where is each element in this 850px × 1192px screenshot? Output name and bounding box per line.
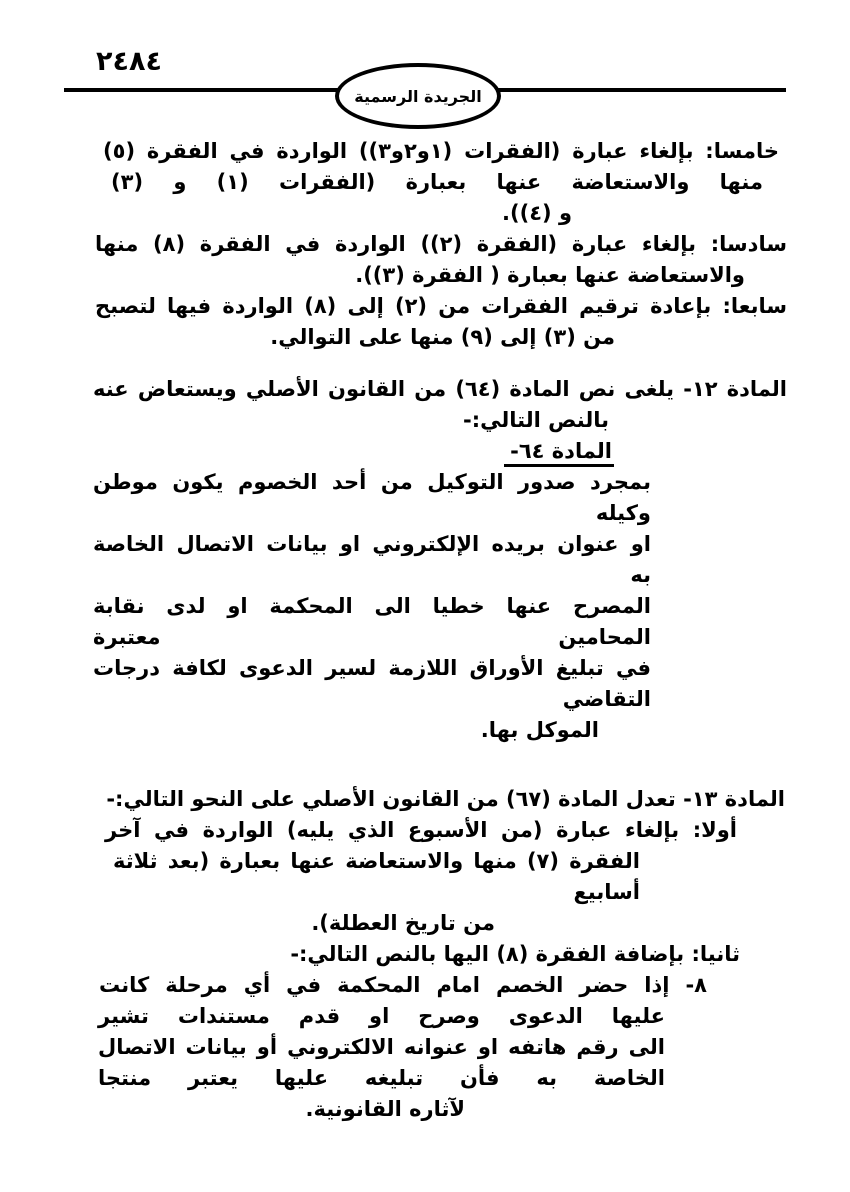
article-13-block	[93, 784, 787, 1125]
article-heading-line: المادة ١٢- يلغى نص المادة (٦٤) من القانون الأصلي ويستعاض عنه	[93, 377, 787, 401]
text-line: من (٣) إلى (٩) منها على التوالي.	[270, 325, 615, 349]
text-line: الخاصة به فأن تبليغه عليها يعتبر منتجا	[98, 1066, 665, 1090]
document-body	[93, 136, 787, 1125]
text-line: لآثاره القانونية.	[305, 1097, 465, 1121]
clauses-block	[93, 136, 787, 353]
text-line: بمجرد صدور التوكيل من أحد الخصوم يكون موطن وكيله	[93, 470, 651, 525]
text-line: سادسا: بإلغاء عبارة (الفقرة (٢)) الواردة في الفقرة (٨) منها	[95, 232, 787, 256]
gazette-badge	[335, 63, 501, 129]
text-line: منها والاستعاضة عنها بعبارة (الفقرات (١) و (٣)	[111, 170, 763, 194]
text-line: المصرح عنها خطيا الى المحكمة او لدى نقابة المحامين معتبرة	[93, 594, 651, 649]
text-line: الموكل بها.	[480, 718, 599, 742]
gazette-badge-label: الجريدة الرسمية	[354, 86, 482, 106]
text-line: الفقرة (٧) منها والاستعاضة عنها بعبارة (بعد ثلاثة أسابيع	[113, 849, 640, 904]
text-line: عليها الدعوى وصرح او قدم مستندات تشير	[98, 1004, 665, 1028]
underlined-article-title	[93, 436, 787, 467]
text-line: الى رقم هاتفه او عنوانه الالكتروني أو بيانات الاتصال	[98, 1035, 665, 1059]
article-64-title: المادة ٦٤-	[504, 439, 614, 467]
text-line: ثانيا: بإضافة الفقرة (٨) اليها بالنص التالي:-	[290, 942, 740, 966]
text-line: و (٤)).	[502, 201, 572, 225]
text-line: سابعا: بإعادة ترقيم الفقرات من (٢) إلى (٨) الواردة فيها لتصبح	[95, 294, 788, 318]
text-line: خامسا: بإلغاء عبارة (الفقرات (١و٢و٣)) الواردة في الفقرة (٥)	[103, 139, 779, 163]
text-line: أولا: بإلغاء عبارة (من الأسبوع الذي يليه) الواردة في آخر	[105, 818, 737, 842]
text-line: او عنوان بريده الإلكتروني او بيانات الاتصال الخاصة به	[93, 532, 651, 587]
text-line: والاستعاضة عنها بعبارة ( الفقرة (٣)).	[355, 263, 745, 287]
article-12-block	[93, 374, 787, 746]
page-number: ٢٤٨٤	[96, 46, 162, 77]
text-line: في تبليغ الأوراق اللازمة لسير الدعوى لكافة درجات التقاضي	[93, 656, 651, 711]
text-line: ٨- إذا حضر الخصم امام المحكمة في أي مرحلة كانت	[99, 973, 707, 997]
article-heading-line: المادة ١٣- تعدل المادة (٦٧) من القانون الأصلي على النحو التالي:-	[106, 787, 785, 811]
text-line: من تاريخ العطلة).	[311, 911, 495, 935]
text-line: بالنص التالي:-	[463, 408, 609, 432]
